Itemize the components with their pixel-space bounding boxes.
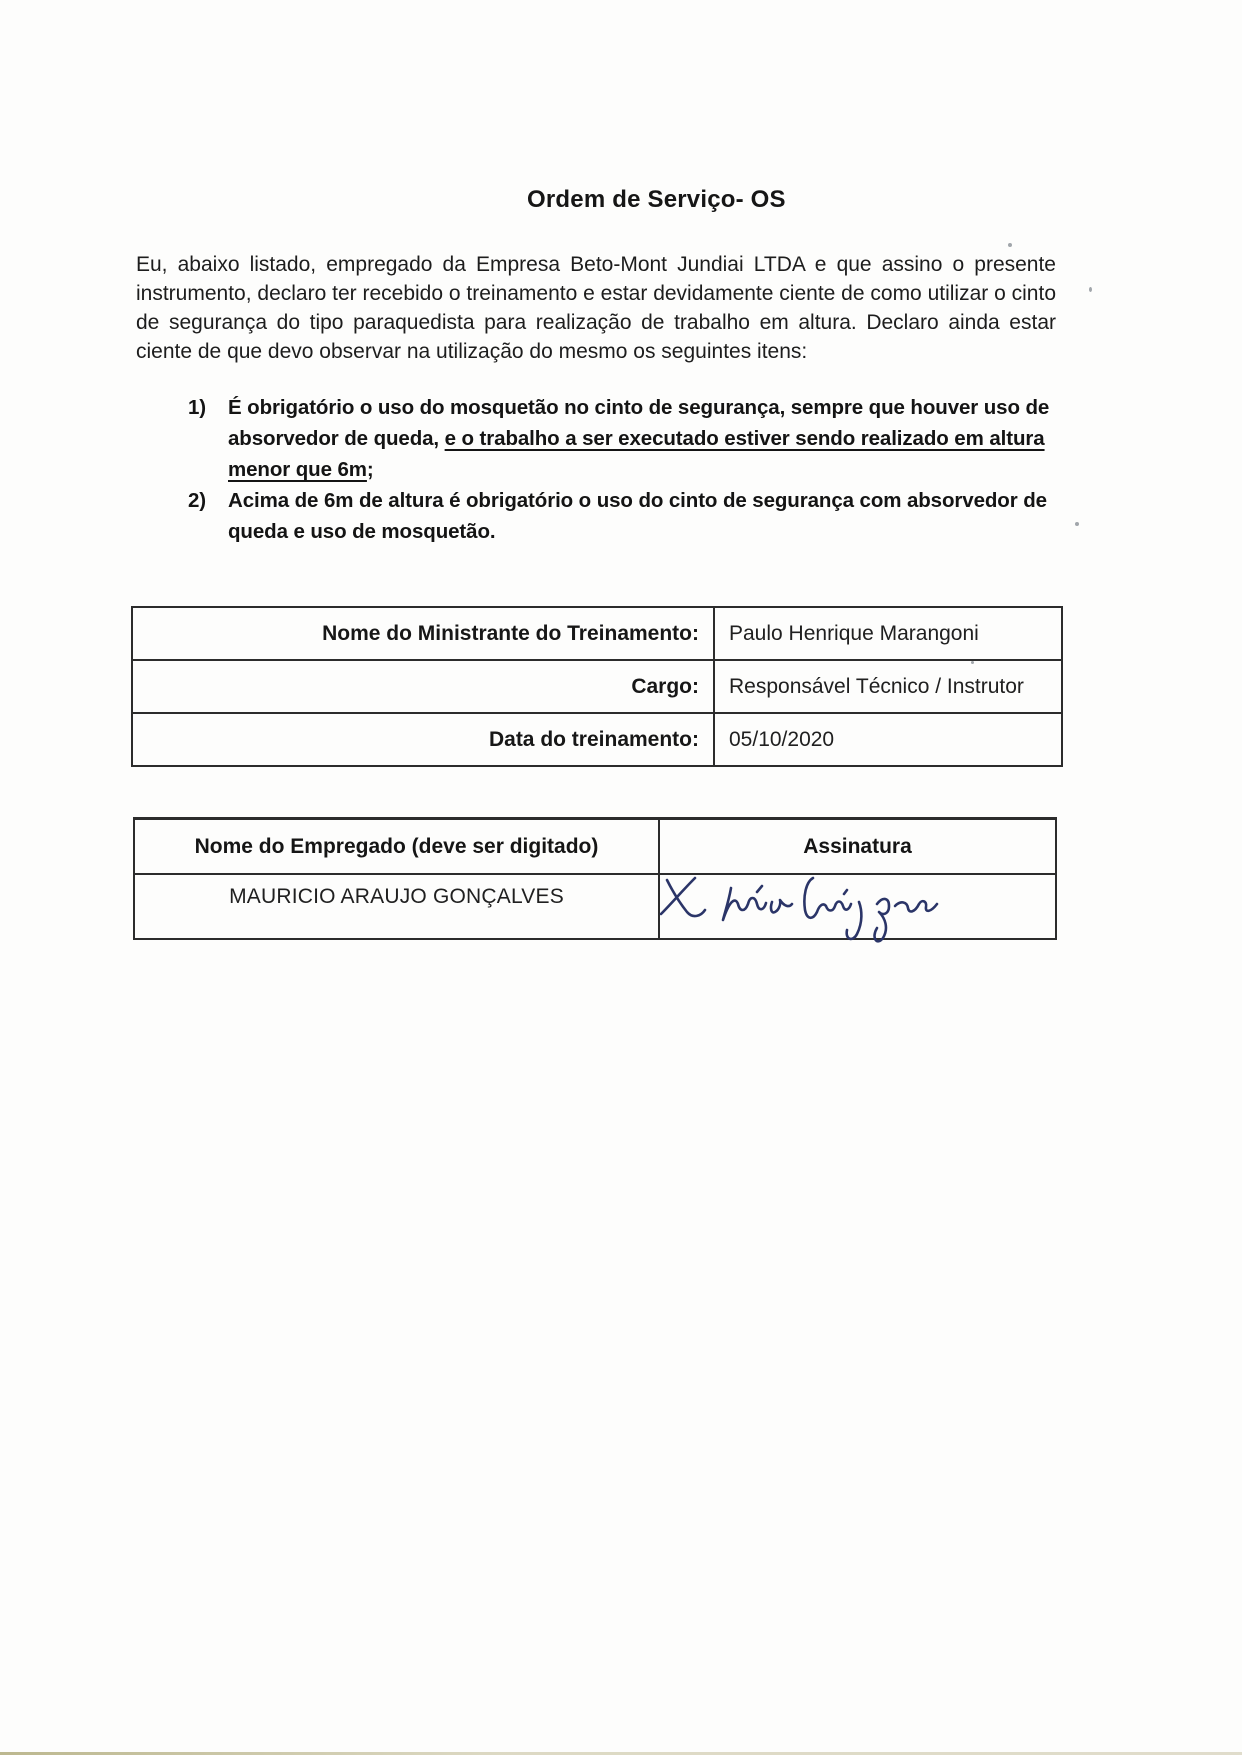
training-info-table bbox=[131, 606, 1063, 767]
item-text bbox=[228, 485, 1073, 547]
row-value: 05/10/2020 bbox=[729, 727, 835, 751]
employee-name-cell: MAURICIO ARAUJO GONÇALVES bbox=[135, 875, 660, 938]
numbered-items-list bbox=[188, 392, 1073, 547]
item-number: 2) bbox=[188, 489, 207, 512]
table-row bbox=[133, 714, 1061, 765]
row-value: Responsável Técnico / Instrutor bbox=[729, 674, 1024, 698]
item-text-plain: É obrigatório o uso do mosquetão no cinto de segurança, sempre que houver uso de absorvedor de queda, bbox=[228, 396, 1050, 450]
document-title: Ordem de Serviço- OS bbox=[527, 186, 786, 213]
table-row bbox=[133, 661, 1061, 714]
column-header-employee-name: Nome do Empregado (deve ser digitado) bbox=[135, 820, 660, 873]
list-item bbox=[188, 392, 1073, 485]
table-row bbox=[133, 608, 1061, 661]
signature-ink bbox=[661, 878, 937, 941]
table-header-row bbox=[135, 820, 1055, 875]
row-label: Data do treinamento: bbox=[133, 714, 715, 765]
row-label: Cargo: bbox=[133, 661, 715, 712]
row-label: Nome do Ministrante do Treinamento: bbox=[133, 608, 715, 659]
signature-handwriting bbox=[645, 868, 955, 968]
row-value: Paulo Henrique Marangoni bbox=[729, 621, 979, 645]
item-text-suffix: ; bbox=[366, 458, 374, 481]
item-text-plain: Acima de 6m de altura é obrigatório o uso do cinto de segurança com absorvedor de queda e uso de mosquetão. bbox=[228, 489, 1047, 543]
list-item bbox=[188, 485, 1073, 547]
intro-paragraph: Eu, abaixo listado, empregado da Empresa Beto-Mont Jundiai LTDA e que assino o presente instrumento, declaro ter recebido o treinamento e estar devidamente ciente de como utilizar o cinto de segurança do tipo paraquedista para realização de trabalho em altura. Declaro ainda estar ciente de que devo observar na utilização do mesmo os seguintes itens: bbox=[136, 253, 1056, 363]
scan-speck bbox=[1008, 243, 1012, 247]
item-number: 1) bbox=[188, 396, 207, 419]
scan-speck bbox=[971, 661, 974, 664]
item-text bbox=[228, 392, 1073, 485]
item-text-underlined: e o trabalho a ser executado estiver sendo realizado em altura menor que 6m bbox=[228, 427, 1045, 481]
scan-speck bbox=[1089, 287, 1092, 292]
scan-speck bbox=[1075, 522, 1079, 526]
column-header-signature: Assinatura bbox=[803, 834, 912, 858]
